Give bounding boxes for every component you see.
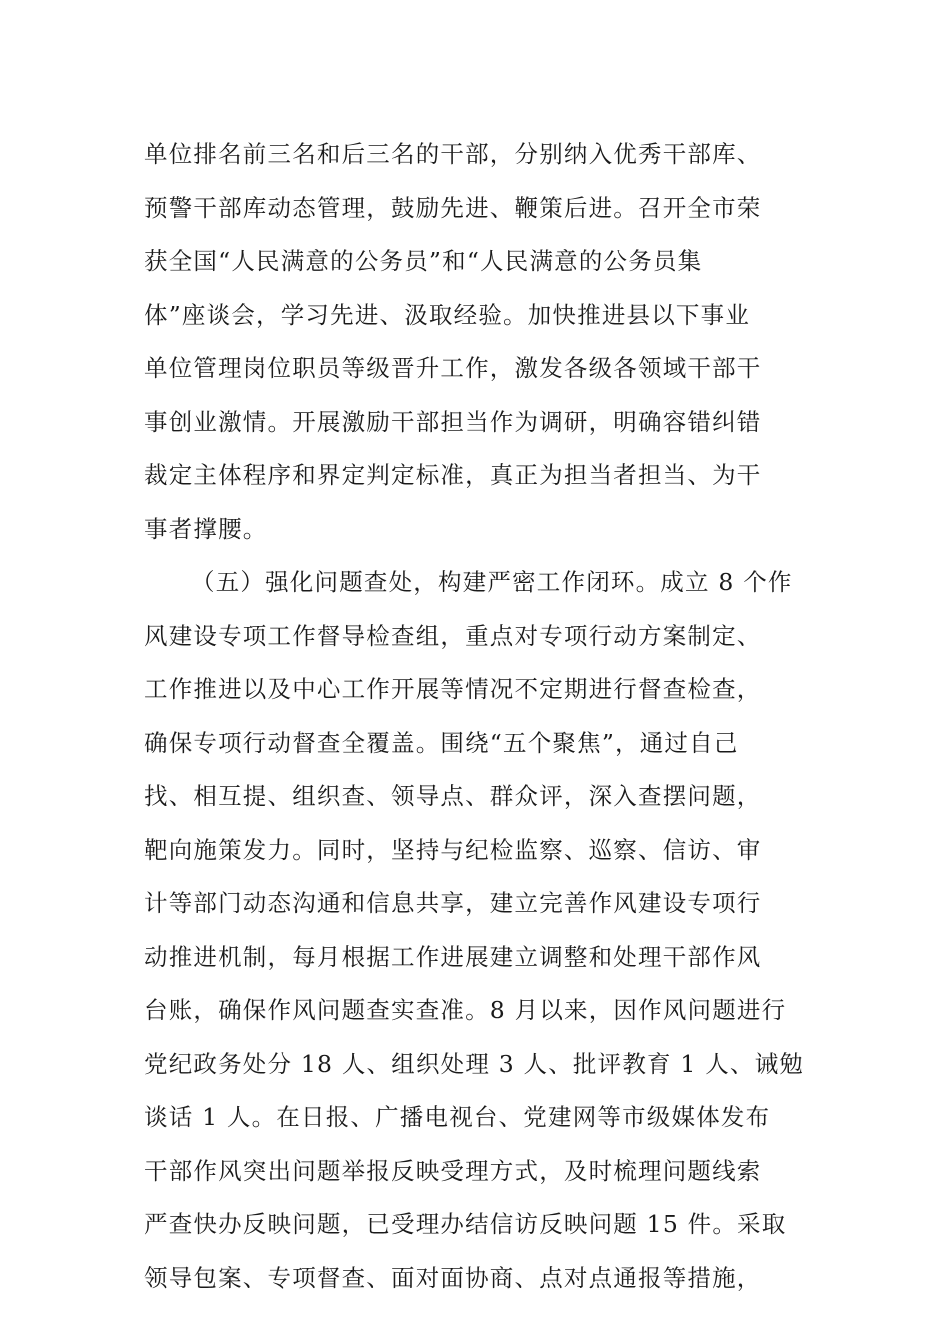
text-line: 动推进机制，每月根据工作进展建立调整和处理干部作风 — [144, 942, 762, 971]
text-line: 预警干部库动态管理，鼓励先进、鞭策后进。召开全市荣 — [144, 193, 762, 222]
text-line: 单位管理岗位职员等级晋升工作，激发各级各领域干部干 — [144, 354, 762, 382]
text-line: 单位排名前三名和后三名的干部，分别纳入优秀干部库、 — [144, 140, 762, 168]
text-line: 裁定主体程序和界定判定标准，真正为担当者担当、为干 — [144, 461, 762, 489]
text-line: 获全国“人民满意的公务员”和“人民满意的公务员集 — [144, 247, 703, 275]
text-line: 党纪政务处分 18 人、组织处理 3 人、批评教育 1 人、诫勉 — [144, 1049, 805, 1078]
text-line: 谈话 1 人。在日报、广播电视台、党建网等市级媒体发布 — [144, 1103, 771, 1131]
text-line: 计等部门动态沟通和信息共享，建立完善作风建设专项行 — [144, 889, 762, 917]
text-line: 领导包案、专项督查、面对面协商、点对点通报等措施， — [144, 1263, 762, 1292]
text-line: 事创业激情。开展激励干部担当作为调研，明确容错纠错 — [144, 407, 762, 436]
text-line: 确保专项行动督查全覆盖。围绕“五个聚焦”，通过自己 — [144, 728, 739, 757]
text-line: 事者撑腰。 — [144, 514, 268, 543]
text-line: 干部作风突出问题举报反映受理方式，及时梳理问题线索 — [144, 1156, 762, 1185]
text-line: 严查快办反映问题，已受理办结信访反映问题 15 件。采取 — [144, 1210, 787, 1238]
section-heading-line: （五）强化问题查处，构建严密工作闭环。成立 8 个作 — [191, 568, 793, 596]
body-text — [144, 128, 804, 1305]
text-line: 工作推进以及中心工作开展等情况不定期进行督查检查， — [144, 675, 762, 703]
text-line: 风建设专项工作督导检查组，重点对专项行动方案制定、 — [144, 621, 762, 650]
text-line: 体”座谈会，学习先进、汲取经验。加快推进县以下事业 — [144, 300, 751, 329]
text-line: 靶向施策发力。同时，坚持与纪检监察、巡察、信访、审 — [144, 835, 762, 864]
text-line: 找、相互提、组织查、领导点、群众评，深入查摆问题， — [144, 782, 762, 810]
text-line: 台账，确保作风问题查实查准。8 月以来，因作风问题进行 — [144, 996, 787, 1024]
